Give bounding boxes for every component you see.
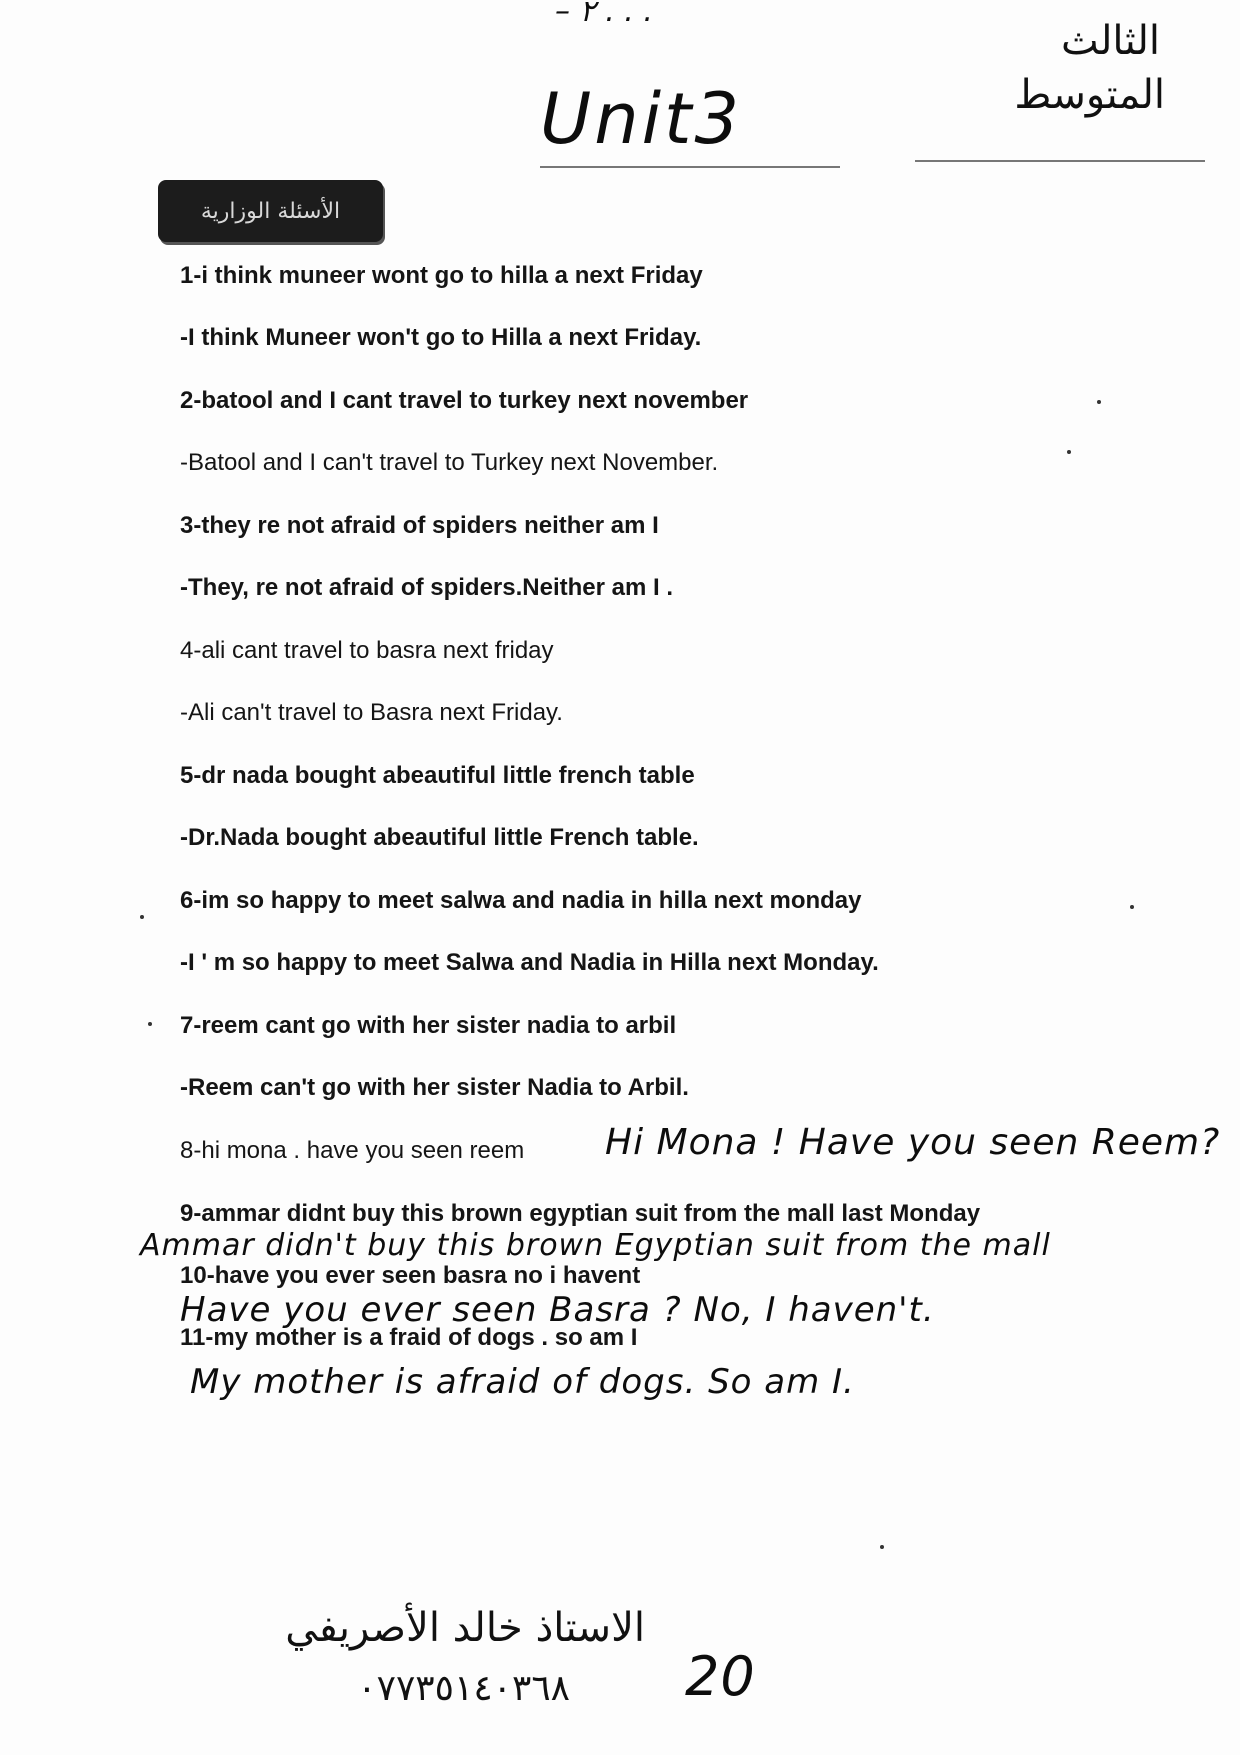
scan-speck (880, 1545, 884, 1549)
header-rule-left (540, 166, 840, 168)
question-10-prompt: 10-have you ever seen basra no i havent (180, 1262, 641, 1289)
section-badge: الأسئلة الوزارية (158, 180, 383, 242)
question-3-answer: -They, re not afraid of spiders.Neither am I . (180, 574, 673, 601)
teacher-phone: ٠٧٧٣٥١٤٠٣٦٨ (357, 1668, 570, 1709)
question-9-prompt: 9-ammar didnt buy this brown egyptian suit from the mall last Monday (180, 1200, 981, 1227)
question-7-answer: -Reem can't go with her sister Nadia to Arbil. (180, 1074, 689, 1101)
question-9-answer: Ammar didn't buy this brown Egyptian suit from the mall (140, 1228, 1051, 1263)
header-rule-right (915, 160, 1205, 162)
unit-title: Unit3 (540, 78, 743, 160)
question-3-prompt: 3-they re not afraid of spiders neither am I (180, 512, 659, 539)
question-1-answer: -I think Muneer won't go to Hilla a next Friday. (180, 324, 702, 351)
question-7-prompt: 7-reem cant go with her sister nadia to arbil (180, 1012, 677, 1039)
grade-stage: المتوسط (1014, 72, 1165, 118)
grade-level: الثالث (1060, 18, 1160, 64)
top-marks: – ٢ . . . (555, 0, 653, 29)
question-11-answer: My mother is afraid of dogs. So am I. (190, 1362, 855, 1402)
scan-speck (1097, 400, 1101, 404)
question-11-prompt: 11-my mother is a fraid of dogs . so am I (180, 1324, 638, 1351)
page-number: 20 (685, 1645, 756, 1708)
question-6-answer: -I ' m so happy to meet Salwa and Nadia in Hilla next Monday. (180, 949, 879, 976)
question-4-prompt: 4-ali cant travel to basra next friday (180, 637, 554, 664)
question-2-answer: -Batool and I can't travel to Turkey next November. (180, 449, 719, 476)
scan-speck (148, 1022, 152, 1026)
question-2-prompt: 2-batool and I cant travel to turkey next november (180, 387, 749, 414)
question-5-answer: -Dr.Nada bought abeautiful little French table. (180, 824, 699, 851)
teacher-name: الاستاذ خالد الأصريفي (285, 1605, 645, 1651)
scan-speck (1067, 450, 1071, 454)
question-5-prompt: 5-dr nada bought abeautiful little french table (180, 762, 695, 789)
question-8-prompt: 8-hi mona . have you seen reem (180, 1137, 525, 1164)
question-8-answer: Hi Mona ! Have you seen Reem? (605, 1122, 1221, 1163)
question-6-prompt: 6-im so happy to meet salwa and nadia in hilla next monday (180, 887, 862, 914)
question-1-prompt: 1-i think muneer wont go to hilla a next Friday (180, 262, 703, 289)
scan-speck (140, 915, 144, 919)
question-10-answer: Have you ever seen Basra ? No, I haven't. (180, 1290, 935, 1330)
question-4-answer: -Ali can't travel to Basra next Friday. (180, 699, 563, 726)
scan-speck (1130, 905, 1134, 909)
